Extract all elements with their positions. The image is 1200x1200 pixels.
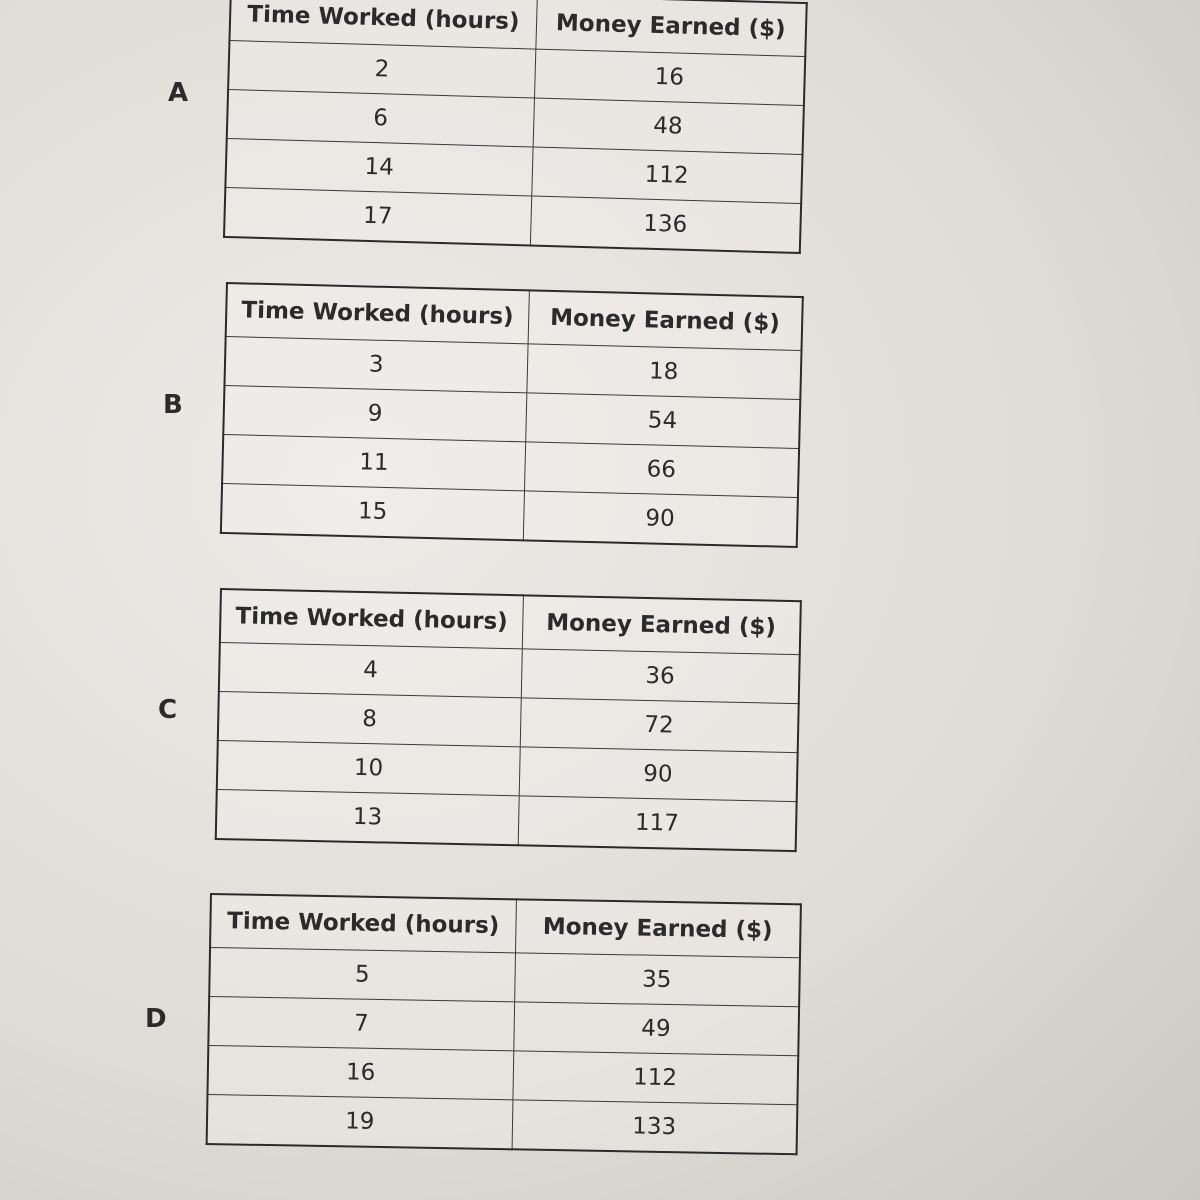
header-time: Time Worked (hours): [220, 589, 523, 649]
cell-money: 117: [518, 796, 797, 851]
cell-time: 8: [218, 691, 521, 746]
header-money: Money Earned ($): [535, 0, 806, 57]
cell-money: 112: [531, 147, 802, 204]
header-money: Money Earned ($): [515, 899, 801, 957]
option-table: [220, 282, 804, 548]
cell-money: 136: [530, 196, 801, 253]
cell-money: 90: [519, 747, 798, 802]
cell-time: 5: [209, 948, 515, 1002]
table-row: [207, 1094, 798, 1154]
cell-time: 6: [227, 89, 534, 147]
cell-time: 3: [224, 337, 527, 393]
header-money: Money Earned ($): [522, 595, 801, 654]
cell-money: 18: [526, 344, 801, 400]
cell-money: 36: [521, 649, 800, 704]
cell-money: 66: [524, 442, 799, 498]
cell-money: 90: [523, 491, 798, 547]
cell-time: 19: [207, 1094, 513, 1149]
cell-time: 7: [208, 997, 514, 1051]
cell-time: 11: [222, 434, 525, 490]
cell-time: 15: [221, 483, 524, 540]
header-money: Money Earned ($): [528, 290, 803, 350]
cell-money: 48: [533, 98, 804, 155]
cell-time: 13: [216, 789, 519, 845]
option-table: [215, 588, 802, 852]
option-letter: D: [145, 1004, 167, 1034]
cell-money: 35: [514, 953, 800, 1007]
header-time: Time Worked (hours): [210, 894, 516, 953]
cell-money: 72: [520, 698, 799, 753]
cell-money: 16: [534, 49, 805, 106]
option-table: [206, 893, 802, 1155]
option-letter: B: [163, 390, 183, 420]
cell-money: 112: [512, 1051, 798, 1105]
option-letter: A: [168, 78, 189, 108]
cell-time: 10: [217, 740, 520, 795]
cell-money: 49: [513, 1002, 799, 1056]
cell-time: 2: [228, 41, 535, 99]
cell-time: 9: [223, 385, 526, 441]
header-time: Time Worked (hours): [229, 0, 536, 49]
cell-time: 14: [225, 138, 532, 196]
cell-time: 4: [219, 643, 522, 698]
cell-time: 16: [207, 1045, 513, 1099]
header-time: Time Worked (hours): [226, 283, 529, 344]
cell-time: 17: [224, 187, 531, 245]
option-letter: C: [158, 695, 178, 725]
cell-money: 133: [512, 1100, 798, 1154]
option-table: [223, 0, 808, 254]
cell-money: 54: [525, 393, 800, 449]
